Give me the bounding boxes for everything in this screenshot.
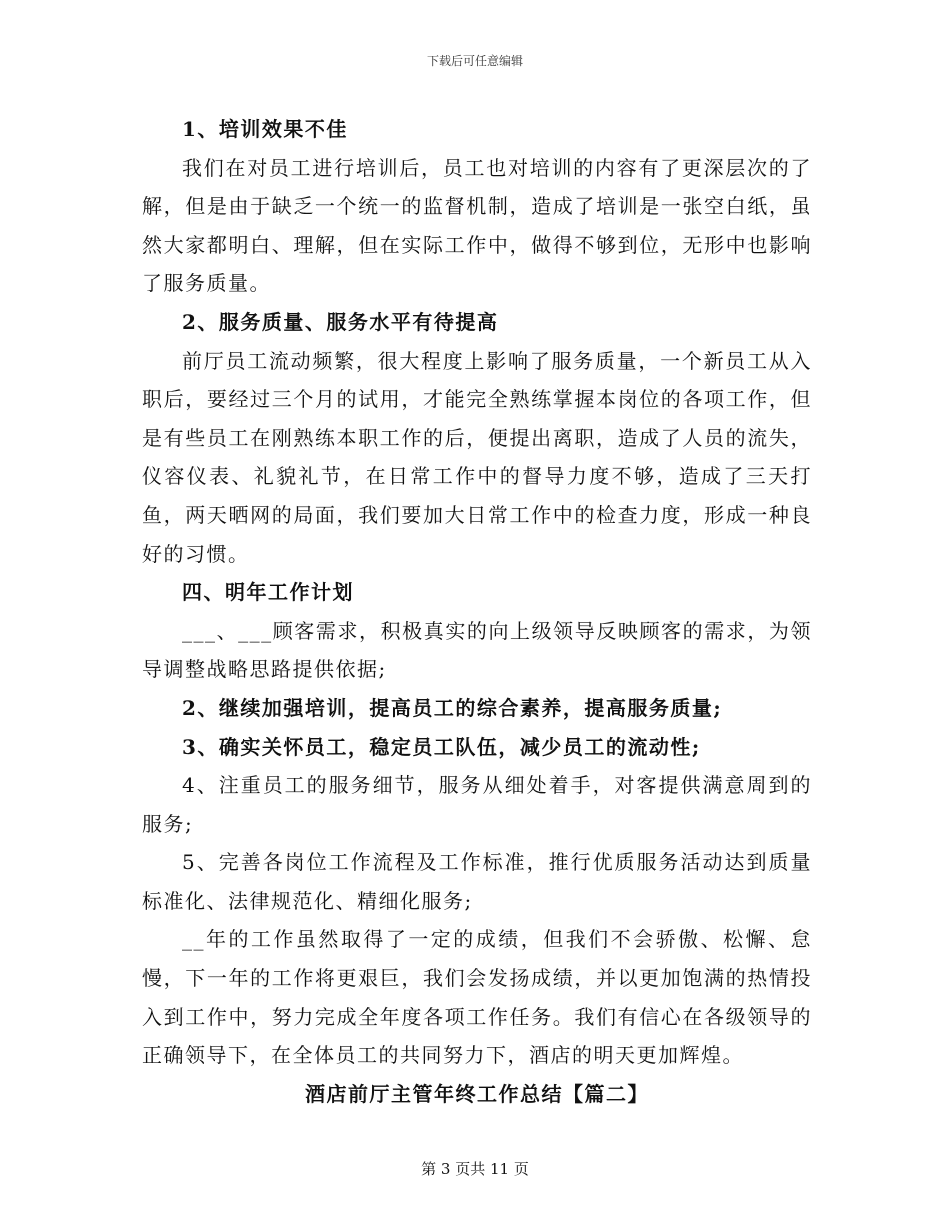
plan-item-4: 4、注重员工的服务细节，服务从细处着手，对客提供满意周到的服务; [142,773,812,836]
section-heading-next-year-plan: 四、明年工作计划 [182,580,354,605]
plan-item-2: 2、继续加强培训，提高员工的综合素养，提高服务质量; [182,695,723,720]
document-body [142,110,812,1113]
paragraph-training-effect: 我们在对员工进行培训后，员工也对培训的内容有了更深层次的了解，但是由于缺乏一个统一的监督机制，造成了培训是一张空白纸，虽然大家都明白、理解，但在实际工作中，做得不够到位，无形中也影响了服务质量。 [142,155,812,296]
closing-paragraph: __年的工作虽然取得了一定的成绩，但我们不会骄傲、松懈、怠慢，下一年的工作将更艰巨，我们会发扬成绩，并以更加饱满的热情投入到工作中，努力完成全年度各项工作任务。我们有信心在各级领导的正确领导下，在全体员工的共同努力下，酒店的明天更加辉煌。 [142,927,812,1068]
section-heading-training-effect: 1、培训效果不佳 [182,117,348,141]
plan-item-5: 5、完善各岗位工作流程及工作标准，推行优质服务活动达到质量标准化、法律规范化、精细化服务; [142,850,812,913]
article-title-part-two: 酒店前厅主管年终工作总结【篇二】 [305,1081,649,1106]
page-header-note: 下载后可任意编辑 [426,54,523,68]
page-footer-number: 第 3 页共 11 页 [421,1160,529,1178]
section-heading-service-quality: 2、服务质量、服务水平有待提高 [182,309,499,334]
plan-item-3: 3、确实关怀员工，稳定员工队伍，减少员工的流动性; [182,734,701,759]
plan-item-1: ___、___顾客需求，积极真实的向上级领导反映顾客的需求，为领导调整战略思路提供依据; [142,618,812,682]
paragraph-service-quality: 前厅员工流动频繁，很大程度上影响了服务质量，一个新员工从入职后，要经过三个月的试用，才能完全熟练掌握本岗位的各项工作，但是有些员工在刚熟练本职工作的后，便提出离职，造成了人员的流失，仪容仪表、礼貌礼节，在日常工作中的督导力度不够，造成了三天打鱼，两天晒网的局面，我们要加大日常工作中的检查力度，形成一种良好的习惯。 [142,348,812,566]
